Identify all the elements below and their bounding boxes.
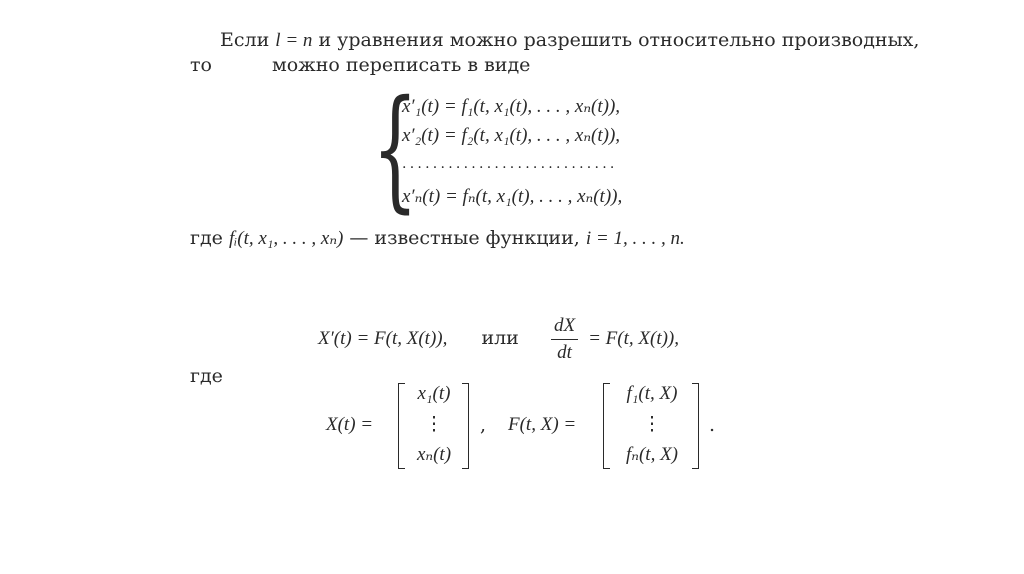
x-matrix-row-1: x₁(t) <box>417 383 451 404</box>
functions-where: где <box>190 227 223 249</box>
x-matrix-label: X(t) = <box>326 414 374 435</box>
x-matrix-right-bracket <box>462 383 469 469</box>
functions-text: — известные функции, <box>349 227 580 249</box>
x-matrix-row-n: xₙ(t) <box>416 444 452 465</box>
intro-rewrite-text: можно переписать в виде <box>272 54 531 76</box>
intro-condition: l = n <box>275 30 313 51</box>
system-brace: { <box>372 72 419 226</box>
vector-eq-right: = F(t, X(t)), <box>588 328 680 349</box>
functions-line <box>190 226 685 251</box>
system-eq-2: x′₂(t) = f₂(t, x₁(t), . . . , xₙ(t)), <box>402 125 621 146</box>
intro-word-if: Если <box>220 29 270 51</box>
f-matrix-row-n: fₙ(t, X) <box>625 444 679 465</box>
system-eq-n: x′ₙ(t) = fₙ(t, x₁(t), . . . , xₙ(t)), <box>402 186 623 207</box>
derivative-fraction <box>551 313 578 366</box>
intro-line-2 <box>190 53 212 77</box>
fraction-denominator: dt <box>557 341 572 363</box>
f-matrix-right-bracket <box>692 383 699 469</box>
where-label: где <box>190 365 223 387</box>
vector-eq-left: X′(t) = F(t, X(t)), <box>318 328 448 349</box>
intro-text: и уравнения можно разрешить относительно производных, <box>318 29 920 51</box>
vector-equation <box>318 312 679 366</box>
functions-range: i = 1, . . . , n. <box>585 228 685 249</box>
f-matrix-row-1: f₁(t, X) <box>626 383 678 404</box>
x-matrix-row-dots: ⋮ <box>424 413 444 435</box>
system-eq-1: x′₁(t) = f₁(t, x₁(t), . . . , xₙ(t)), <box>402 96 621 117</box>
f-matrix-label: F(t, X) = <box>508 414 577 435</box>
matrix-period: . <box>709 414 716 436</box>
system-dots: . . . . . . . . . . . . . . . . . . . . . . . . . . . . <box>402 156 614 172</box>
intro-word-then: то <box>190 54 212 76</box>
fraction-numerator: dX <box>551 313 578 340</box>
functions-formula: fᵢ(t, x₁, . . . , xₙ) <box>228 228 344 249</box>
f-matrix-row-dots: ⋮ <box>642 413 662 435</box>
intro-line-1 <box>220 28 919 53</box>
vector-eq-or: или <box>481 327 519 349</box>
matrix-comma: , <box>480 414 487 436</box>
